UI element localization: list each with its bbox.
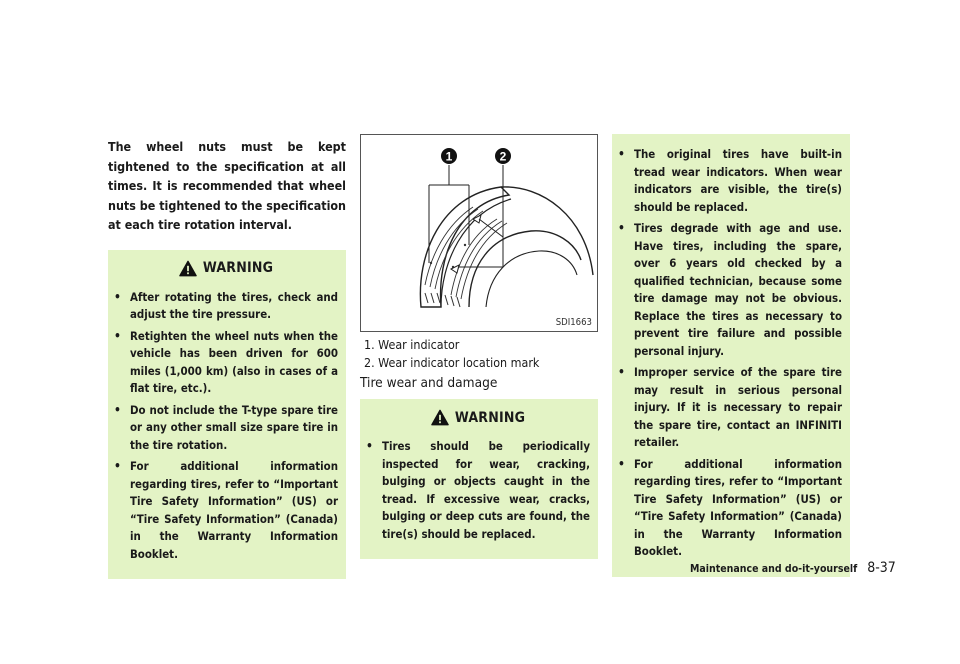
tire-wear-figure [360,134,598,332]
caption-item: 1. Wear indicator [364,337,460,352]
warning-list [618,146,842,561]
column-right [612,134,850,577]
column-middle [360,134,598,559]
warning-heading [366,409,590,426]
warning-item: • Improper service of the spare tire may result in serious personal injury. If it is necessary to repair the spare tire, contact an INFINITI retailer. [618,364,842,452]
warning-box-rotation [108,250,346,580]
warning-item: • Retighten the wheel nuts when the vehicle has been driven for 600 miles (1,000 km) (also in cases of a flat tire, etc.). [114,328,338,398]
warning-item: • Tires should be periodically inspected for wear, cracking, bulging or objects caught in the tread. If excessive wear, cracks, bulging or deep cuts are found, the tire(s) should be replaced. [366,438,590,543]
page-number: 8-37 [867,560,896,576]
column-left [108,134,346,579]
wheel-nut-paragraph: The wheel nuts must be kept tightened to the specification at all times. It is recommended that wheel nuts be tightened to the specification at each tire rotation interval. [108,139,346,233]
caption-item: 2. Wear indicator location mark [364,354,540,370]
warning-triangle-icon [179,260,197,277]
warning-item: • Tires degrade with age and use. Have tires, including the spare, over 6 years old checked by a qualified technician, because some tire damage may not be obvious. Replace the tires as necessary to prevent tire failure and possible personal injury. [618,220,842,360]
warning-item: • The original tires have built-in tread wear indicators. When wear indicators are visible, the tire(s) should be replaced. [618,146,842,216]
warning-triangle-icon [431,409,449,426]
warning-item: • For additional information regarding tires, refer to “Important Tire Safety Information” (US) or “Tire Safety Information” (Canada) in the Warranty Information Booklet. [114,458,338,563]
warning-box-tire-wear [360,399,598,559]
marker-1: 1 [445,149,453,164]
marker-2: 2 [499,149,507,164]
tire-illustration [361,135,597,331]
warning-list [366,438,590,543]
warning-item: • Do not include the T-type spare tire or any other small size spare tire in the tire rotation. [114,402,338,455]
warning-title: WARNING [454,409,526,426]
warning-list [114,289,338,564]
warning-heading [114,260,338,277]
section-title: Tire wear and damage [360,375,498,391]
warning-title: WARNING [202,260,274,277]
warning-item: • After rotating the tires, check and adjust the tire pressure. [114,289,338,324]
footer-section: Maintenance and do-it-yourself [690,563,858,575]
page-footer [690,560,896,576]
warning-box-continued [612,134,850,577]
figure-captions [360,336,598,371]
warning-item: • For additional information regarding tires, refer to “Important Tire Safety Information” (US) or “Tire Safety Information” (Canada) in the Warranty Information Booklet. [618,456,842,561]
figure-code: SDI1663 [555,317,592,328]
